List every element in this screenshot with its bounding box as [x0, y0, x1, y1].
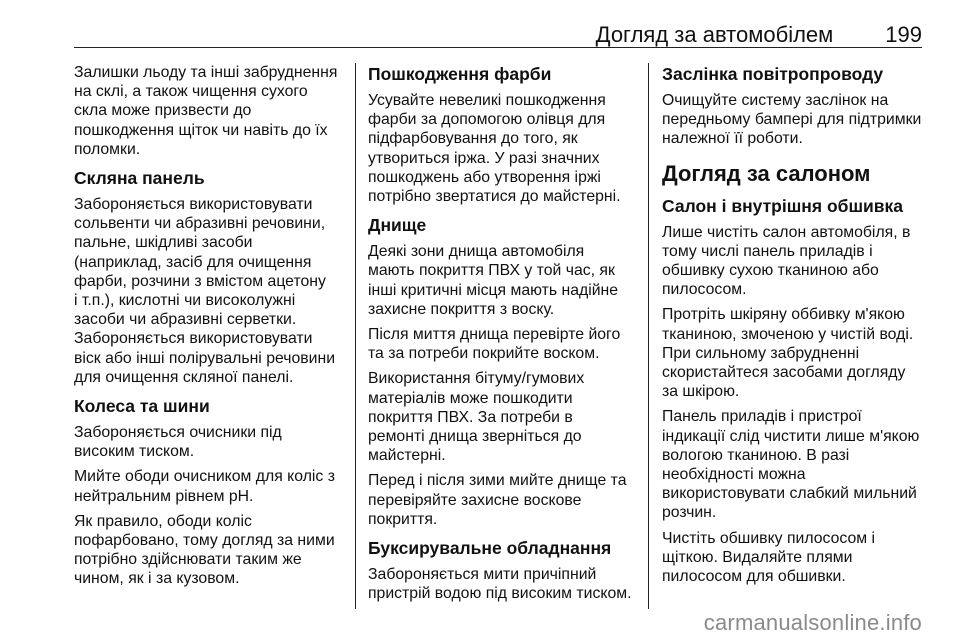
- page-title: Догляд за автомобілем: [595, 22, 834, 47]
- section-heading-interior-trim: Салон і внутрішня обшивка: [662, 195, 904, 216]
- interior-paragraph-3: Панель приладів і пристрої індикації слід чистити лише м'якою вологою тканиною. В разі необхідності можна використовувати слабкий мильний розчин.: [662, 408, 920, 522]
- column-left: [74, 63, 346, 595]
- column-divider-2: [648, 63, 649, 609]
- column-divider-1: [355, 63, 356, 609]
- towing-paragraph: Забороняється мити причіпний пристрій водою під високим тиском.: [368, 566, 632, 603]
- section-heading-glass-panel: Скляна панель: [74, 168, 205, 189]
- column-middle: [368, 63, 640, 609]
- section-heading-paint-damage: Пошкодження фарби: [368, 64, 552, 84]
- header-divider: [74, 47, 922, 48]
- underbody-paragraph-1: Деякі зони днища автомобіля мають покриття ПВХ у той час, як інші критичні місця мають надійне захисне покриття з воску.: [368, 243, 619, 318]
- wheels-paragraph-1: Забороняється очисники під високим тиском.: [74, 424, 282, 461]
- chapter-heading-interior-care: Догляд за салоном: [662, 160, 871, 186]
- section-heading-wheels-tyres: Колеса та шини: [74, 396, 210, 417]
- underbody-paragraph-2: Після миття днища перевірте його та за потреби покрийте воском.: [368, 326, 621, 363]
- underbody-paragraph-3: Використання бітуму/гумових матеріалів може пошкодити покриття ПВХ. За потреби в ремонті днища зверніться до майстерні.: [368, 370, 585, 465]
- section-heading-towing-equipment: Буксирувальне обладнання: [368, 538, 612, 559]
- glass-panel-paragraph: Забороняється використовувати сольвенти чи абразивні речовини, пальне, шкідливі засоби (наприклад, засіб для очищення фарби, розчини з вмістом ацетону і т.п.), кислотні чи високолужні засоби чи абразивні серветки. Забороняється використовувати віск або інші полірувальні речовини для очищення скляної панелі.: [74, 196, 336, 386]
- interior-paragraph-1: Лише чистіть салон автомобіля, в тому числі панель приладів і обшивку сухою тканиною або пилососом.: [662, 223, 911, 299]
- wheels-paragraph-3: Як правило, ободи коліс пофарбовано, тому догляд за ними потрібно здійснювати таким же чином, як і за кузовом.: [74, 512, 335, 588]
- watermark-text: carmanualsonline.info: [703, 610, 922, 635]
- page-number: 199: [885, 22, 922, 47]
- section-heading-underbody: Днище: [368, 215, 427, 236]
- intro-paragraph: Залишки льоду та інші забруднення на склі, а також чищення сухого скла може призвести до пошкодження щіток чи навіть до їх поломки.: [74, 64, 338, 158]
- column-right: [662, 63, 934, 592]
- section-heading-air-duct-flap: Заслінка повітропроводу: [662, 64, 884, 84]
- paint-damage-paragraph: Усувайте невеликі пошкодження фарби за допомогою олівця для підфарбовування до того, як утвориться іржа. У разі значних пошкоджень або утворення іржі потрібно звертатися до майстерні.: [368, 92, 621, 206]
- interior-paragraph-2: Протріть шкіряну оббивку м'якою тканиною, змоченою у чистій воді. При сильному забрудненні скористайтеся засобами догляду за шкірою.: [662, 306, 914, 401]
- interior-paragraph-4: Чистіть обшивку пилососом і щіткою. Видаляйте плями пилососом для обшивки.: [662, 529, 875, 586]
- wheels-paragraph-2: Мийте ободи очисником для коліс з нейтральним рівнем pH.: [74, 468, 335, 505]
- underbody-paragraph-4: Перед і після зими мийте днище та перевіряйте захисне воскове покриття.: [368, 472, 627, 528]
- page-header: [74, 22, 922, 50]
- air-duct-paragraph: Очищуйте систему заслінок на передньому бампері для підтримки належної її роботи.: [662, 92, 922, 148]
